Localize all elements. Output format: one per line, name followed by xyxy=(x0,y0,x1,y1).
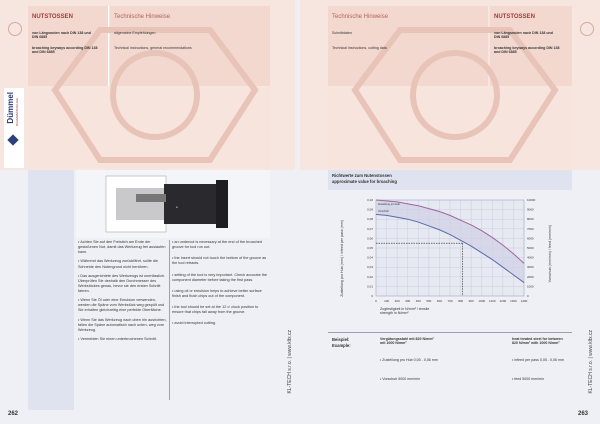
nut-outline-graphic xyxy=(40,20,270,170)
left-hint-title: Technische Hinweise xyxy=(114,14,171,20)
gear-icon xyxy=(580,22,594,36)
y-tick-label-right: 7000 xyxy=(527,226,534,231)
example-en-1: • infeed per pass 0,05 - 0,06 mm xyxy=(512,358,565,362)
bullet-de: • Vermeiden Sie einen unterbrochenen Schnitt. xyxy=(78,336,157,341)
x-tick-label: 1400 xyxy=(520,299,528,303)
y-tick-label-left: 0,03 xyxy=(367,265,373,270)
example-label-en: Example: xyxy=(332,343,351,348)
left-subtitle-en: broaching keyways according DIN 138 and DIN 6885 xyxy=(32,46,98,55)
x-tick-label: 900 xyxy=(468,299,474,303)
example-de-2: • Vorschub 5000 mm/min xyxy=(380,377,421,381)
example-label-de: Beispiel: xyxy=(332,337,350,342)
right-hint-title: Technische Hinweise xyxy=(332,14,389,20)
footer-side-right: KL-TECH s.r.o. | www.kltx.cz xyxy=(588,330,594,394)
y-tick-label-left: 0,05 xyxy=(367,246,373,250)
y-tick-label-right: 4000 xyxy=(527,255,534,260)
x-tick-label: 1000 xyxy=(478,299,486,303)
right-hint-en: Technical instructions, cutting data xyxy=(332,46,387,50)
y-tick-label-right: 3000 xyxy=(527,265,534,270)
y-tick-label-left: 0,09 xyxy=(367,207,373,212)
y-tick-label-right: 2000 xyxy=(527,274,534,279)
example-de-1: • Zustellung pro Hub 0,05 - 0,06 mm xyxy=(380,358,438,362)
left-page-number: 262 xyxy=(8,411,19,417)
y-tick-label-right: 6000 xyxy=(527,236,534,241)
x-tick-label: 800 xyxy=(458,299,464,303)
x-tick-label: 400 xyxy=(415,299,421,303)
y-tick-label-right: 5000 xyxy=(527,246,534,250)
y-tick-label-left: 0,08 xyxy=(367,217,373,222)
bullet-de: • Das ausgerichtete des Werkzeugs ist unerlässlich. Überprüfen Sie deshalb den Durchmesser des Werkstückes genau, bevor sie den ersten Schnitt fahren. xyxy=(78,273,166,293)
x-tick-label: 1300 xyxy=(510,299,517,303)
y-tick-label-left: 0,04 xyxy=(367,255,373,260)
x-tick-label: 700 xyxy=(447,299,453,303)
logo-subtext: RÄUMWERKZEUGE xyxy=(15,98,19,127)
band-label-2: Vorschub xyxy=(378,210,389,213)
y-tick-label-right: 0 xyxy=(527,294,529,298)
bullet-de: • Wenn Sie Öl oder eine Emulsion verwenden, werden die Späne vom Werkstück weg gespült und Sie erhalten gleichzeitig eine perfekte Oberfläche. xyxy=(78,298,165,313)
broaching-tool-illustration xyxy=(76,170,270,238)
right-subtitle-en: broaching keyways according DIN 138 and DIN 6885 xyxy=(494,46,560,55)
left-hint-de: allgemeine Empfehlungen xyxy=(114,31,156,35)
example-en-title: heat treated steel for between 820 N/mm² with 1000 N/mm² xyxy=(512,337,563,346)
column-divider xyxy=(169,240,170,400)
right-title: NUTSTOSSEN xyxy=(494,14,535,20)
right-page-number: 263 xyxy=(578,411,589,417)
bullet-en: • setting of the tool is very important. Check accurate the component diameter before taking the first pass. xyxy=(172,272,268,282)
broaching-chart xyxy=(328,192,572,328)
y-tick-label-right: 1000 xyxy=(527,284,534,289)
y-tick-label-right: 10000 xyxy=(527,198,536,202)
bullet-de: • Achten Sie auf den Freistich am Ende der gestoßenen Nut, damit das Werkzeug frei auslaufen kann. xyxy=(78,240,166,255)
y-label-left: Zustellung pro Hub (mm) / infeed per pass (mm) xyxy=(340,220,344,297)
left-hint-en: Technical instructions, general recommendations xyxy=(114,46,192,50)
x-tick-label: 1100 xyxy=(489,299,496,303)
example-de-title: Vergütungsstahl mit 820 N/mm² mit 1000 N/mm² xyxy=(380,337,434,346)
x-axis-label: Zugfestigkeit in N/mm² / tensile strength in N/mm² xyxy=(380,307,430,316)
bullets-de xyxy=(78,240,168,342)
y-tick-label-left: 0,10 xyxy=(367,198,373,202)
y-tick-label-left: 0,07 xyxy=(367,226,373,231)
y-label-right: Vorschub (mm/min) / feed (mm/min) xyxy=(548,225,552,283)
bullet-de: • Wenn Sie das Werkzeug nach oben hin ausrichten, fallen die Späne automatisch nach unten, weg vom Werkzeug. xyxy=(78,317,167,332)
x-tick-label: 100 xyxy=(384,299,390,303)
x-tick-label: 200 xyxy=(394,299,400,303)
bullet-en: • an undercut is necessary at the end of the broached groove for tool run out. xyxy=(172,240,262,250)
bullets-en xyxy=(172,240,268,326)
y-tick-label-left: 0,02 xyxy=(367,274,373,279)
chart-heading-de: Richtwerte zum Nutenstossen xyxy=(332,173,392,178)
y-tick-label-left: 0,06 xyxy=(367,236,373,241)
svg-text:●: ● xyxy=(176,205,178,209)
bullet-en: • avoid interrupted cutting. xyxy=(172,321,216,326)
x-tick-label: 300 xyxy=(405,299,411,303)
left-side-strip xyxy=(28,170,74,410)
left-subtitle-de: von Längsnuten nach DIN 138 und DIN 6885 xyxy=(32,31,91,40)
bullet-de: • Während das Werkzeug zurückfährt, sollte die Schneide den Nutengrund nicht berühren. xyxy=(78,259,158,269)
chart-heading-en: approximate value for broaching xyxy=(332,179,397,184)
gear-icon xyxy=(8,22,22,36)
x-tick-label: 0 xyxy=(375,299,377,303)
x-tick-label: 1200 xyxy=(499,299,507,303)
bullet-en: • the tool should be set at the 12 o' clock position to ensure that chips fall away from the groove. xyxy=(172,305,259,315)
right-subtitle-de: von Längsnuten nach DIN 138 und DIN 6885 xyxy=(494,31,553,40)
footer-side-left: KL-TECH s.r.o. | www.kltx.cz xyxy=(287,330,293,394)
x-tick-label: 600 xyxy=(436,299,442,303)
example-divider xyxy=(328,332,572,333)
nut-outline-graphic xyxy=(340,20,570,170)
bullet-en: • using oil or emulsion helps to achieve better surface finish and flush chips out of the component. xyxy=(172,288,262,298)
y-tick-label-left: 0,01 xyxy=(367,284,373,289)
y-tick-label-right: 8000 xyxy=(527,217,534,222)
example-en-2: • feed 5000 mm/min xyxy=(512,377,545,381)
band-label-1: Zustellung pro Hub xyxy=(378,203,400,206)
y-tick-label-right: 9000 xyxy=(527,207,534,212)
bullet-en: • the insert should not touch the bottom of the groove as the tool retracts. xyxy=(172,256,267,266)
x-tick-label: 500 xyxy=(426,299,432,303)
left-title: NUTSTOSSEN xyxy=(32,14,73,20)
right-hint-de: Schnittdaten xyxy=(332,31,352,35)
y-tick-label-left: 0 xyxy=(371,294,373,298)
logo-text: Dümmel xyxy=(6,92,15,124)
